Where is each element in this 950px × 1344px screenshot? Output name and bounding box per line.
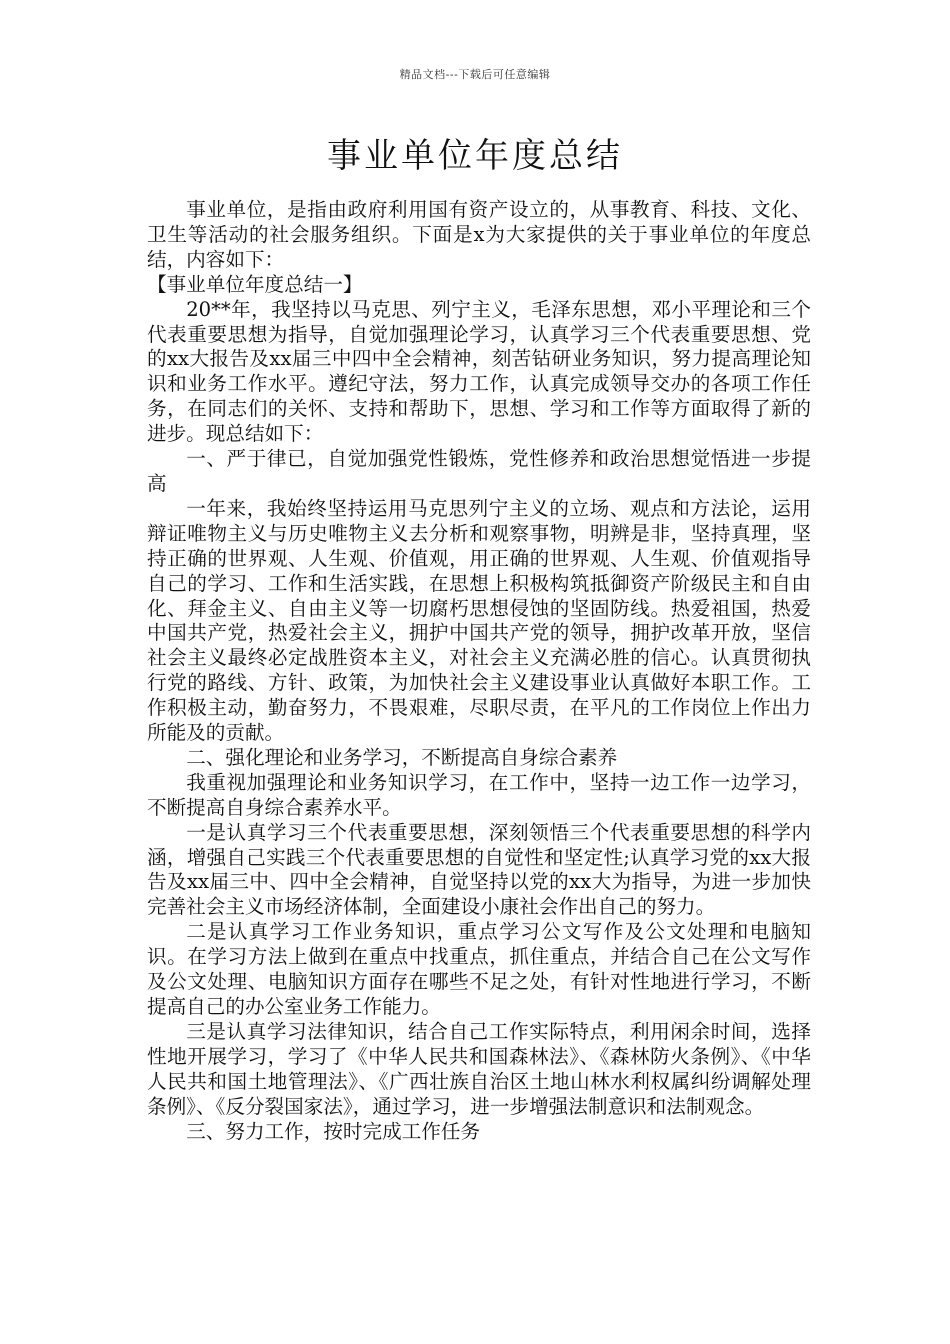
section-heading-three: 三、努力工作，按时完成工作任务 [186,1119,481,1143]
section-heading-two: 二、强化理论和业务学习，不断提高自身综合素养 [186,745,618,769]
paragraph-study-intro: 我重视加强理论和业务知识学习，在工作中，坚持一边工作一边学习，不断提高自身综合素养水平。 [147,770,811,819]
paragraph-study-point-one: 一是认真学习三个代表重要思想，深刻领悟三个代表重要思想的科学内涵，增强自己实践三个代表重要思想的自觉性和坚定性;认真学习党的xx大报告及xx届三中、四中全会精神，自觉坚持以党的xx大为指导，为进一步加快完善社会主义市场经济体制，全面建设小康社会作出自己的努力。 [147,820,811,919]
section-heading-summary-one: 【事业单位年度总结一】 [147,272,363,296]
paragraph-study-point-two: 二是认真学习工作业务知识，重点学习公文写作及公文处理和电脑知识。在学习方法上做到在重点中找重点，抓住重点，并结合自己在公文写作及公文处理、电脑知识方面存在哪些不足之处，有针对性地进行学习，不断提高自己的办公室业务工作能力。 [147,920,811,1018]
page-header-note: 精品文档---下载后可任意编辑 [399,68,551,81]
paragraph-overview: 20**年，我坚持以马克思、列宁主义，毛泽东思想，邓小平理论和三个代表重要思想为指导，自觉加强理论学习，认真学习三个代表重要思想、党的xx大报告及xx届三中四中全会精神，刻苦钻研业务知识，努力提高理论知识和业务工作水平。遵纪守法，努力工作，认真完成领导交办的各项工作任务，在同志们的关怀、支持和帮助下，思想、学习和工作等方面取得了新的进步。现总结如下： [147,297,811,446]
section-heading-one: 一、严于律已，自觉加强党性锻炼，党性修养和政治思想觉悟进一步提高 [147,447,811,495]
paragraph-intro: 事业单位，是指由政府利用国有资产设立的，从事教育、科技、文化、卫生等活动的社会服务组织。下面是x为大家提供的关于事业单位的年度总结，内容如下： [147,198,811,271]
paragraph-political-thought: 一年来，我始终坚持运用马克思列宁主义的立场、观点和方法论，运用辩证唯物主义与历史唯物主义去分析和观察事物，明辨是非，坚持真理，坚持正确的世界观、人生观、价值观，用正确的世界观、人生观、价值观指导自己的学习、工作和生活实践，在思想上积极构筑抵御资产阶级民主和自由化、拜金主义、自由主义等一切腐朽思想侵蚀的坚固防线。热爱祖国，热爱中国共产党，热爱社会主义，拥护中国共产党的领导，拥护改革开放，坚信社会主义最终必定战胜资本主义，对社会主义充满必胜的信心。认真贯彻执行党的路线、方针、政策，为加快社会主义建设事业认真做好本职工作。工作积极主动，勤奋努力，不畏艰难，尽职尽责，在平凡的工作岗位上作出力所能及的贡献。 [147,496,811,745]
document-body [147,198,811,1144]
document-title: 事业单位年度总结 [327,136,623,176]
paragraph-study-point-three: 三是认真学习法律知识，结合自己工作实际特点，利用闲余时间，选择性地开展学习，学习了《中华人民共和国森林法》、《森林防火条例》、《中华人民共和国土地管理法》、《广西壮族自治区土地山林水利权属纠纷调解处理条例》、《反分裂国家法》，通过学习，进一步增强法制意识和法制观念。 [147,1019,811,1118]
